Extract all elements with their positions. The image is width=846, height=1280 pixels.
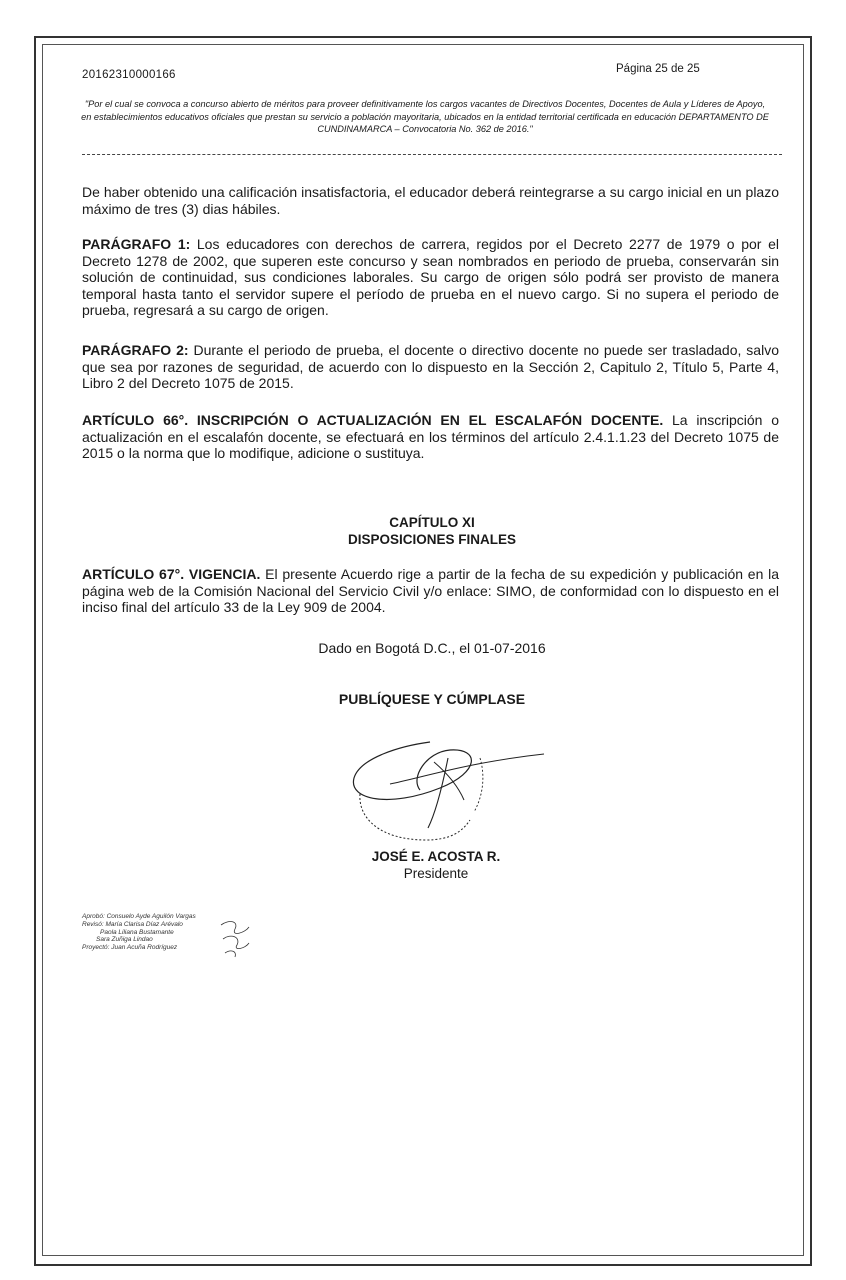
approval-line: Paola Liliana Bustamante [100, 928, 174, 936]
approval-line: Aprobó: Consuelo Ayde Aguilón Vargas [82, 913, 196, 920]
publish-statement: PUBLÍQUESE Y CÚMPLASE [338, 691, 526, 707]
articulo-66-text: La inscripción o actualización en el escalafón docente, se efectuará en los términos del artículo 2.4.1.1.23 del Decreto 1075 de 2015 o la norma que lo modifique, adicione o sustituya. [82, 412, 779, 461]
paragraph-paragrafo-1 [82, 236, 779, 319]
signatory-name: JOSÉ E. ACOSTA R. [371, 849, 501, 864]
chapter-title: CAPÍTULO XI [389, 515, 475, 530]
paragrafo-2-text: Durante el periodo de prueba, el docente o directivo docente no puede ser trasladado, salvo que sea por razones de seguridad, de acuerdo con lo dispuesto en la Sección 2, Capitulo 2, Título 5, Parte 4, Libro 2 del Decreto 1075 de 2015. [82, 342, 779, 391]
handwritten-signature [330, 728, 560, 848]
articulo-67-text: El presente Acuerdo rige a partir de la fecha de su expedición y publicación en la página web de la Comisión Nacional del Servicio Civil y/o enlace: SIMO, de conformidad con lo dispuesto en el inciso final del artículo 33 de la Ley 909 de 2004. [82, 566, 780, 615]
paragraph-paragrafo-2 [82, 342, 779, 392]
paragraph-articulo-67 [82, 566, 779, 616]
chapter-subtitle: DISPOSICIONES FINALES [347, 532, 517, 547]
paragrafo-1-label: PARÁGRAFO 1: [82, 236, 191, 252]
paragrafo-2-label: PARÁGRAFO 2: [82, 342, 189, 358]
paragrafo-1-text: Los educadores con derechos de carrera, regidos por el Decreto 2277 de 1979 o por el Decreto 1278 de 2002, que superen este concurso y sean nombrados en periodo de prueba, conservarán sin solución de continuidad, sus condiciones laborales. Su cargo de origen sólo podrá ser provisto de manera temporal hasta tanto el servidor supere el período de prueba en el nuevo cargo. Si no supera el periodo de prueba, regresará a su cargo de origen. [82, 236, 779, 318]
approval-line: Proyectó: Juan Acuña Rodríguez [82, 944, 178, 952]
header-divider [82, 154, 782, 155]
paragraph-reintegration: De haber obtenido una calificación insatisfactoria, el educador deberá reintegrarse a su cargo inicial en un plazo máximo de tres (3) dias hábiles. [82, 184, 779, 217]
articulo-67-label: ARTÍCULO 67°. VIGENCIA. [82, 566, 261, 582]
paragraph-articulo-66 [82, 412, 779, 462]
approval-line: Revisó: María Clarisa Díaz Arévalo [82, 920, 183, 928]
document-subtitle: "Por el cual se convoca a concurso abierto de méritos para proveer definitivamente los cargos vacantes de Directivos Docentes, Docentes de Aula y Líderes de Apoyo, en establecimientos educativos oficiales que prestan su servicio a población mayoritaria, ubicados en la entidad territorial certificada en educación DEPARTAMENTO DE CUNDINAMARCA – Convocatoria No. 362 de 2016." [81, 99, 769, 134]
articulo-66-label: ARTÍCULO 66°. INSCRIPCIÓN O ACTUALIZACIÓN EN EL ESCALAFÓN DOCENTE. [82, 412, 664, 428]
issue-date-line: Dado en Bogotá D.C., el 01-07-2016 [318, 640, 546, 656]
approval-block [82, 913, 196, 952]
signatory-role: Presidente [403, 866, 469, 881]
document-number: 20162310000166 [82, 69, 176, 81]
page-number: Página 25 de 25 [616, 63, 700, 75]
approval-line: Sara Zuñiga Lindao [96, 936, 153, 944]
approval-initials [215, 915, 255, 961]
